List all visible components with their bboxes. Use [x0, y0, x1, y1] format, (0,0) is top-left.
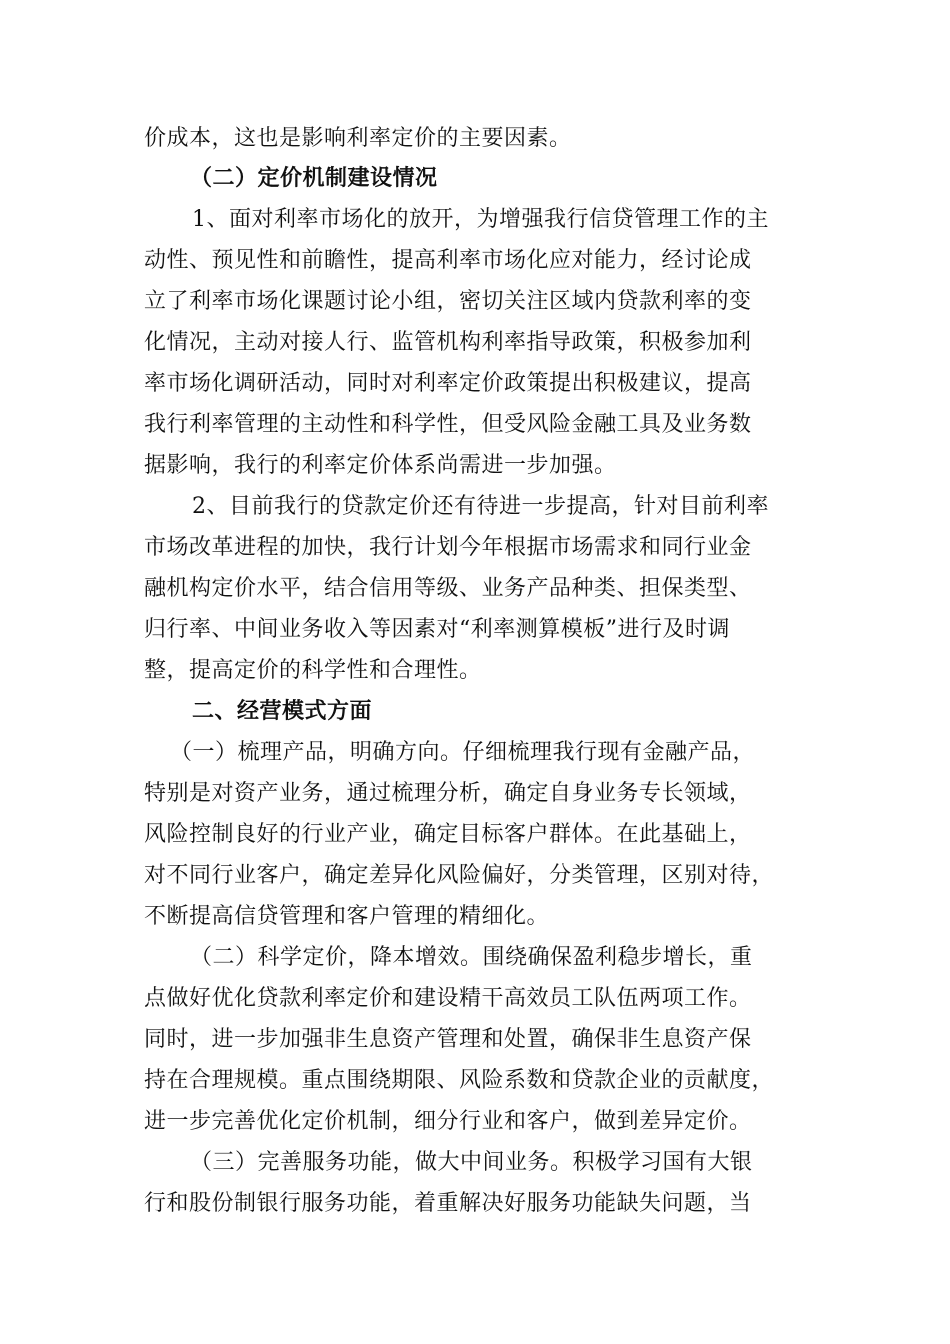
section-heading: 二、经营模式方面: [192, 699, 373, 724]
paragraph-start-line: 2、目前我行的贷款定价还有待进一步提高，针对目前利率: [192, 494, 769, 519]
body-text-line: 整，提高定价的科学性和合理性。: [144, 658, 482, 683]
body-text-line: 点做好优化贷款利率定价和建设精干高效员工队伍两项工作。: [144, 986, 752, 1011]
body-text-line: 进一步完善优化定价机制，细分行业和客户，做到差异定价。: [144, 1109, 752, 1134]
body-text-line: 动性、预见性和前瞻性，提高利率市场化应对能力，经讨论成: [144, 248, 752, 273]
body-text-line: 风险控制良好的行业产业，确定目标客户群体。在此基础上，: [144, 822, 752, 847]
body-text-line: 立了利率市场化课题讨论小组，密切关注区域内贷款利率的变: [144, 289, 752, 314]
paragraph-start-line: （三）完善服务功能，做大中间业务。积极学习国有大银: [190, 1150, 753, 1175]
body-text-line: 对不同行业客户，确定差异化风险偏好，分类管理，区别对待，: [144, 863, 775, 888]
body-text-line: 不断提高信贷管理和客户管理的精细化。: [144, 904, 550, 929]
body-text-line: 价成本，这也是影响利率定价的主要因素。: [144, 126, 572, 151]
body-text-line: 持在合理规模。重点围绕期限、风险系数和贷款企业的贡献度，: [144, 1068, 775, 1093]
section-heading: （二）定价机制建设情况: [190, 166, 438, 191]
paragraph-start-line: 1、面对利率市场化的放开，为增强我行信贷管理工作的主: [192, 207, 769, 232]
body-text-line: 我行利率管理的主动性和科学性，但受风险金融工具及业务数: [144, 412, 752, 437]
body-text-line: 据影响，我行的利率定价体系尚需进一步加强。: [144, 453, 617, 478]
body-text-line: 归行率、中间业务收入等因素对“利率测算模板”进行及时调: [144, 617, 730, 642]
body-text-line: 融机构定价水平，结合信用等级、业务产品种类、担保类型、: [144, 576, 752, 601]
body-text-line: 同时，进一步加强非生息资产管理和处置，确保非生息资产保: [144, 1027, 752, 1052]
body-text-line: 化情况，主动对接人行、监管机构利率指导政策，积极参加利: [144, 330, 752, 355]
body-text-line: 行和股份制银行服务功能，着重解决好服务功能缺失问题，当: [144, 1191, 752, 1216]
body-text-line: 率市场化调研活动，同时对利率定价政策提出积极建议，提高: [144, 371, 752, 396]
paragraph-start-line: （一）梳理产品，明确方向。仔细梳理我行现有金融产品，: [170, 740, 756, 765]
body-text-line: 市场改革进程的加快，我行计划今年根据市场需求和同行业金: [144, 535, 752, 560]
paragraph-start-line: （二）科学定价，降本增效。围绕确保盈利稳步增长，重: [190, 945, 753, 970]
body-text-line: 特别是对资产业务，通过梳理分析，确定自身业务专长领域，: [144, 781, 752, 806]
